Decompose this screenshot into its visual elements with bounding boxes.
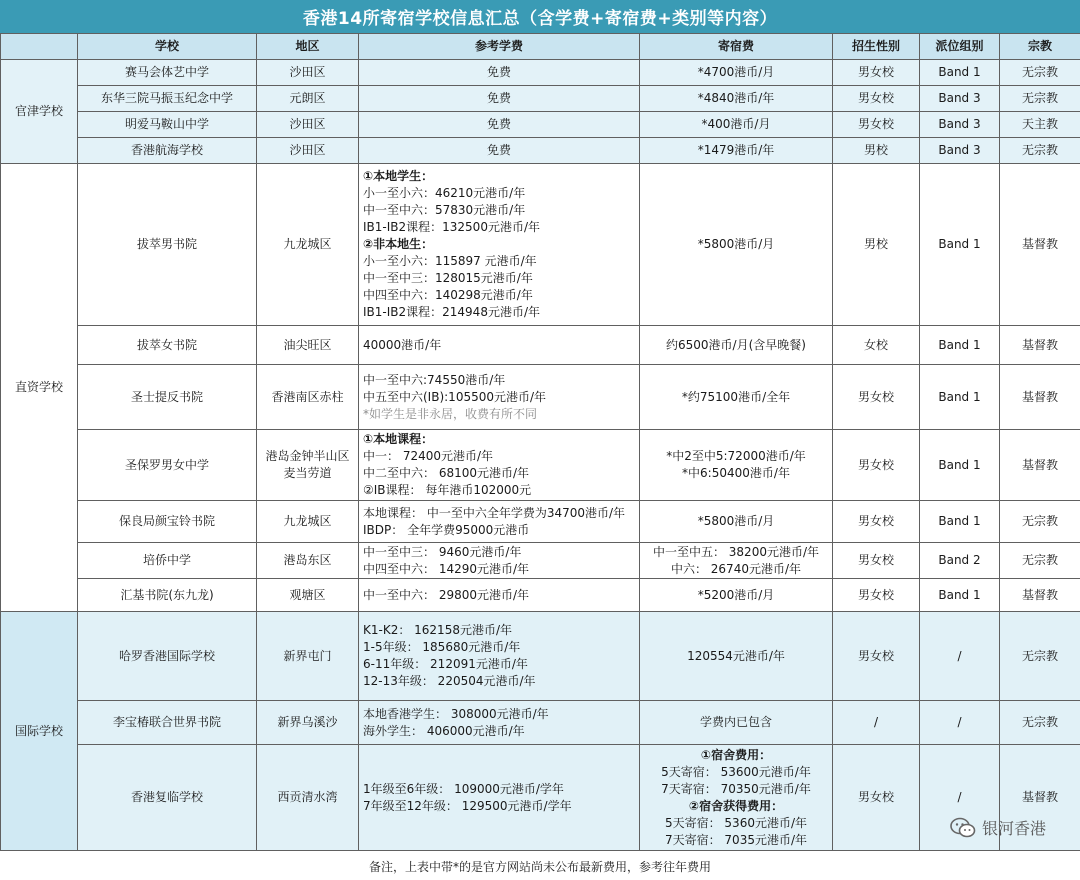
boarding-fee: 中一至中五： 38200元港币/年 中六： 26740元港币/年 [640, 543, 833, 579]
header-tuition: 参考学费 [359, 34, 640, 60]
table-row [1, 365, 1080, 430]
gender: 女校 [833, 326, 920, 365]
tuition: 免费 [359, 60, 640, 86]
school-name: 圣保罗男女中学 [78, 430, 257, 501]
religion: 基督教 [1000, 579, 1080, 612]
district: 元朗区 [257, 86, 359, 112]
tuition: 中一至中六： 29800元港币/年 [359, 579, 640, 612]
boarding-fee: *4840港币/年 [640, 86, 833, 112]
tuition: 免费 [359, 138, 640, 164]
boarding-fee: *1479港币/年 [640, 138, 833, 164]
gender: 男校 [833, 138, 920, 164]
school-name: 李宝椿联合世界书院 [78, 701, 257, 745]
band: Band 3 [920, 138, 1000, 164]
boarding-fee: *4700港币/月 [640, 60, 833, 86]
religion: 基督教 [1000, 745, 1080, 851]
band: / [920, 612, 1000, 701]
table-row [1, 612, 1080, 701]
gender: 男女校 [833, 60, 920, 86]
school-name: 香港航海学校 [78, 138, 257, 164]
district: 观塘区 [257, 579, 359, 612]
boarding-fee: *5800港币/月 [640, 164, 833, 326]
district: 九龙城区 [257, 501, 359, 543]
religion: 基督教 [1000, 164, 1080, 326]
boarding-fee: *中2至中5:72000港币/年 *中6:50400港币/年 [640, 430, 833, 501]
band: Band 2 [920, 543, 1000, 579]
tuition: 本地课程： 中一至中六全年学费为34700港币/年 IBDP： 全年学费95000元港币 [359, 501, 640, 543]
district: 新界乌溪沙 [257, 701, 359, 745]
header-category [1, 34, 78, 60]
district: 沙田区 [257, 138, 359, 164]
header-row [1, 34, 1080, 60]
gender: 男女校 [833, 501, 920, 543]
boarding-fee: ①宿舍费用： 5天寄宿： 53600元港币/年 7天寄宿： 70350元港币/年 ②宿舍获得费用： 5天寄宿： 5360元港币/年 7天寄宿： 7035元港币/年 [640, 745, 833, 851]
tuition: ①本地学生： 小一至小六：46210元港币/年 中一至中六：57830元港币/年 IB1-IB2课程：132500元港币/年 ②非本地生： 小一至小六：115897 元港币/年 中一至中三：128015元港币/年 中四至中六：140298元港币/年 IB1-IB2课程：214948元港币/年 [359, 164, 640, 326]
table-row [1, 701, 1080, 745]
district: 沙田区 [257, 112, 359, 138]
boarding-fee: *5800港币/月 [640, 501, 833, 543]
table-row [1, 326, 1080, 365]
religion: 无宗教 [1000, 86, 1080, 112]
religion: 基督教 [1000, 430, 1080, 501]
school-name: 香港复临学校 [78, 745, 257, 851]
religion: 基督教 [1000, 365, 1080, 430]
header-religion: 宗教 [1000, 34, 1080, 60]
table-row [1, 86, 1080, 112]
gender: 男女校 [833, 86, 920, 112]
band: Band 1 [920, 365, 1000, 430]
district: 九龙城区 [257, 164, 359, 326]
band: Band 3 [920, 112, 1000, 138]
table-row [1, 164, 1080, 326]
band: Band 1 [920, 579, 1000, 612]
header-school: 学校 [78, 34, 257, 60]
school-name: 拔萃男书院 [78, 164, 257, 326]
band: Band 1 [920, 60, 1000, 86]
band: Band 3 [920, 86, 1000, 112]
gender: 男女校 [833, 543, 920, 579]
school-name: 汇基书院(东九龙) [78, 579, 257, 612]
gender: 男校 [833, 164, 920, 326]
header-gender: 招生性别 [833, 34, 920, 60]
religion: 天主教 [1000, 112, 1080, 138]
district: 油尖旺区 [257, 326, 359, 365]
table-row [1, 112, 1080, 138]
religion: 无宗教 [1000, 138, 1080, 164]
tuition: 免费 [359, 112, 640, 138]
tuition: 40000港币/年 [359, 326, 640, 365]
gender: 男女校 [833, 430, 920, 501]
religion: 无宗教 [1000, 612, 1080, 701]
boarding-school-table [0, 33, 1080, 851]
header-boarding: 寄宿费 [640, 34, 833, 60]
watermark-badge [950, 816, 1046, 839]
gender: 男女校 [833, 112, 920, 138]
tuition: 中一至中六:74550港币/年 中五至中六(IB):105500元港币/年 *如学生是非永居，收费有所不同 [359, 365, 640, 430]
school-name: 拔萃女书院 [78, 326, 257, 365]
tuition: 本地香港学生： 308000元港币/年 海外学生： 406000元港币/年 [359, 701, 640, 745]
school-name: 东华三院马振玉纪念中学 [78, 86, 257, 112]
category-guanjin: 官津学校 [1, 60, 78, 164]
school-name: 圣士提反书院 [78, 365, 257, 430]
table-row [1, 60, 1080, 86]
gender: / [833, 701, 920, 745]
school-name: 明爱马鞍山中学 [78, 112, 257, 138]
band: Band 1 [920, 164, 1000, 326]
tuition: 免费 [359, 86, 640, 112]
district: 香港南区赤柱 [257, 365, 359, 430]
category-guoji: 国际学校 [1, 612, 78, 851]
watermark-text: 银河香港 [981, 819, 1046, 838]
band: / [920, 745, 1000, 851]
table-row [1, 138, 1080, 164]
table-row [1, 745, 1080, 851]
table-row [1, 543, 1080, 579]
tuition: 中一至中三： 9460元港币/年 中四至中六： 14290元港币/年 [359, 543, 640, 579]
district: 港岛金钟半山区 麦当劳道 [257, 430, 359, 501]
boarding-fee: *400港币/月 [640, 112, 833, 138]
wechat-icon [950, 817, 976, 839]
school-name: 培侨中学 [78, 543, 257, 579]
boarding-fee: 约6500港币/月(含早晚餐) [640, 326, 833, 365]
gender: 男女校 [833, 365, 920, 430]
school-name: 赛马会体艺中学 [78, 60, 257, 86]
header-district: 地区 [257, 34, 359, 60]
table-row [1, 579, 1080, 612]
religion: 无宗教 [1000, 60, 1080, 86]
footer-note: 备注，上表中带*的是官方网站尚未公布最新费用，参考往年费用 [368, 859, 711, 874]
district: 港岛东区 [257, 543, 359, 579]
religion: 无宗教 [1000, 701, 1080, 745]
school-name: 保良局颜宝铃书院 [78, 501, 257, 543]
boarding-fee: 学费内已包含 [640, 701, 833, 745]
band: / [920, 701, 1000, 745]
boarding-fee: 120554元港币/年 [640, 612, 833, 701]
table-row [1, 430, 1080, 501]
gender: 男女校 [833, 745, 920, 851]
religion: 无宗教 [1000, 501, 1080, 543]
category-zhizi: 直资学校 [1, 164, 78, 612]
band: Band 1 [920, 501, 1000, 543]
boarding-fee: *5200港币/月 [640, 579, 833, 612]
table-row [1, 501, 1080, 543]
religion: 基督教 [1000, 326, 1080, 365]
district: 沙田区 [257, 60, 359, 86]
tuition: K1-K2： 162158元港币/年 1-5年级： 185680元港币/年 6-11年级： 212091元港币/年 12-13年级： 220504元港币/年 [359, 612, 640, 701]
gender: 男女校 [833, 612, 920, 701]
tuition: ①本地课程： 中一： 72400元港币/年 中二至中六： 68100元港币/年 ②IB课程： 每年港币102000元 [359, 430, 640, 501]
gender: 男女校 [833, 579, 920, 612]
tuition: 1年级至6年级： 109000元港币/学年 7年级至12年级： 129500元港币/学年 [359, 745, 640, 851]
district: 新界屯门 [257, 612, 359, 701]
district: 西贡清水湾 [257, 745, 359, 851]
boarding-fee: *约75100港币/全年 [640, 365, 833, 430]
school-name: 哈罗香港国际学校 [78, 612, 257, 701]
band: Band 1 [920, 430, 1000, 501]
page-title: 香港14所寄宿学校信息汇总（含学费+寄宿费+类别等内容） [0, 0, 1080, 33]
religion: 无宗教 [1000, 543, 1080, 579]
band: Band 1 [920, 326, 1000, 365]
header-band: 派位组别 [920, 34, 1000, 60]
